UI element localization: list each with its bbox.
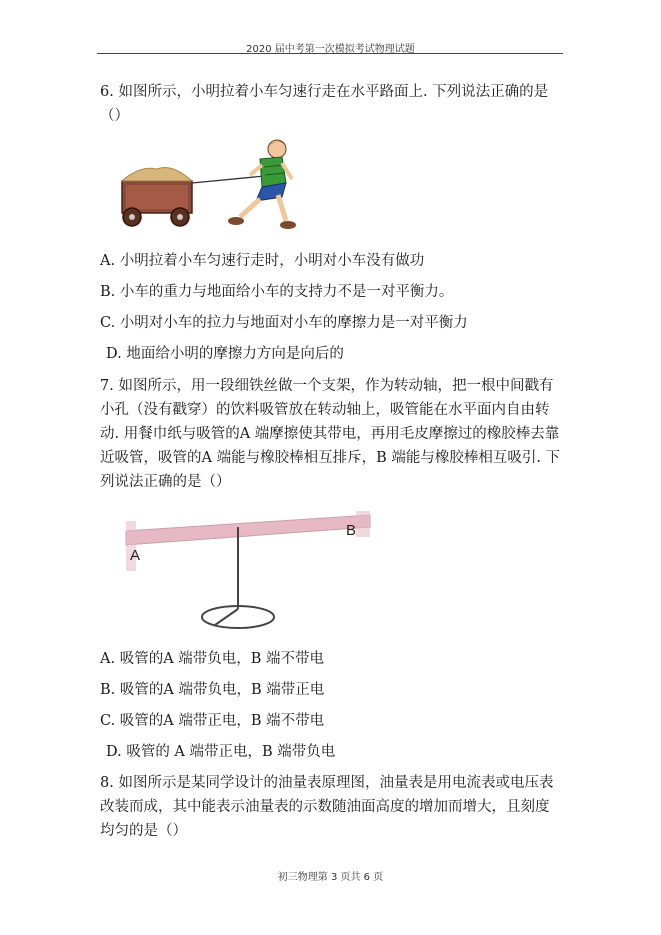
page-footer: 初三物理第 3 页共 6 页 <box>277 872 384 883</box>
question-8-stem: 8. 如图所示是某同学设计的油量表原理图，油量表是用电流表或电压表改装而成，其中能表示油量表的示数随油面高度的增加而增大，且刻度均匀的是（） <box>100 775 554 839</box>
question-7-stem: 7. 如图所示，用一段细铁丝做一个支架，作为转动轴，把一根中间戳有小孔（没有戳穿）的饮料吸管放在转动轴上，吸管能在水平面内自由转动. 用餐巾纸与吸管的A 端摩擦使其带电，再用毛皮摩擦过的橡胶棒去靠近吸管，吸管的A 端能与橡胶棒相互排斥，B 端能与橡胶棒相互吸引. 下列说法正确的是（） <box>100 378 561 490</box>
label-a: A <box>130 547 141 564</box>
q6-option-b: B. 小车的重力与地面给小车的支持力不是一对平衡力。 <box>100 284 454 300</box>
q6-option-c: C. 小明对小车的拉力与地面对小车的摩擦力是一对平衡力 <box>100 315 468 331</box>
q6-option-a: A. 小明拉着小车匀速行走时，小明对小车没有做功 <box>100 253 425 269</box>
header-divider <box>97 53 563 54</box>
q7-option-c: C. 吸管的A 端带正电，B 端不带电 <box>100 713 325 729</box>
q7-option-a: A. 吸管的A 端带负电，B 端不带电 <box>100 651 325 667</box>
q7-option-b: B. 吸管的A 端带负电，B 端带正电 <box>100 682 325 698</box>
cart-boy-figure <box>110 135 310 235</box>
label-b: B <box>346 522 357 539</box>
question-6-stem: 6. 如图所示，小明拉着小车匀速行走在水平路面上. 下列说法正确的是（） <box>100 84 549 124</box>
q6-option-d: D. 地面给小明的摩擦力方向是向后的 <box>106 346 344 362</box>
q7-option-d: D. 吸管的 A 端带正电，B 端带负电 <box>106 744 336 760</box>
page-header: 2020 届中考第一次模拟考试物理试题 <box>246 44 415 55</box>
straw-stand-figure <box>120 505 380 640</box>
